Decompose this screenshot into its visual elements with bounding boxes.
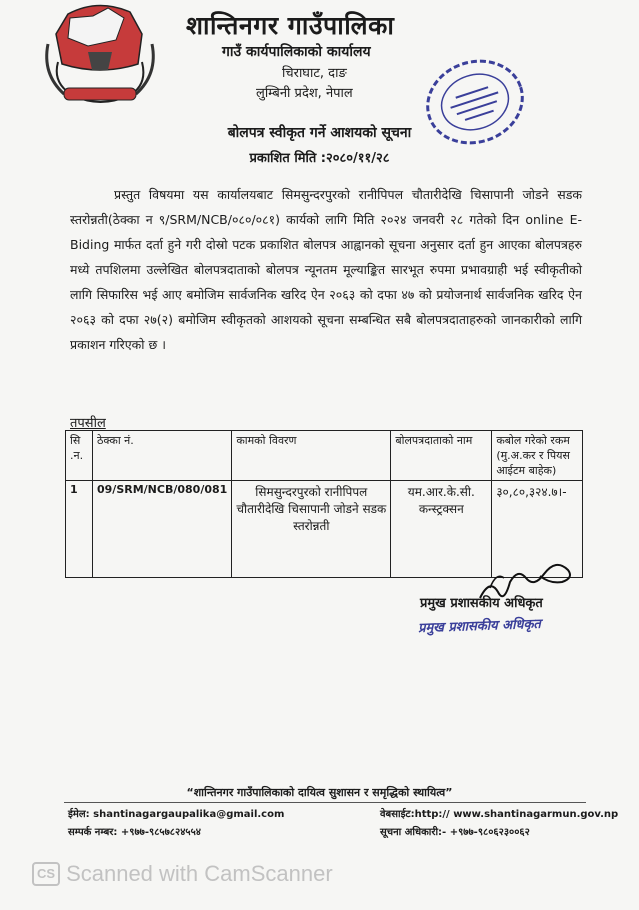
notice-subject: बोलपत्र स्वीकृत गर्ने आशयको सूचना	[227, 125, 412, 141]
cell-bid-amount: ३०,८०,३२४.७।-	[492, 481, 583, 578]
nepal-emblem-logo	[38, 4, 162, 108]
header-contract-no: ठेक्का नं.	[93, 431, 232, 481]
watermark-text: Scanned with CamScanner	[66, 861, 333, 886]
camscanner-icon: CS	[32, 862, 60, 886]
camscanner-watermark	[32, 861, 333, 887]
notice-body	[70, 182, 582, 357]
header-bid-amount: कबोल गरेको रकम (मु.अ.कर र पियस आईटम बाहेक)	[492, 431, 583, 481]
header-serial: सि .न.	[66, 431, 93, 481]
footer-info-officer: सूचना अधिकारी:- +९७७-९८०६२३००६२	[380, 827, 530, 838]
published-date: प्रकाशित मिति :२०८०/११/२८	[249, 151, 390, 166]
cell-work-description: सिमसुन्दरपुरको रानीपिपल चौतारीदेखि चिसापानी जोडने सडक स्तरोन्नती	[232, 481, 391, 578]
footer-email: ईमेल: shantinagargaupalika@gmail.com	[68, 809, 285, 820]
cell-serial: 1	[66, 481, 93, 578]
table-header-row	[66, 431, 583, 481]
footer-motto: “शान्तिनगर गाउँपालिकाको दायित्व सुशासन र समृद्धिको स्थायित्व”	[186, 786, 453, 799]
municipality-title: शान्तिनगर गाउँपालिका	[186, 11, 395, 40]
province-name: लुम्बिनी प्रदेश, नेपाल	[256, 86, 353, 101]
office-location: चिराघाट, दाङ	[282, 66, 347, 81]
office-name: गाउँ कार्यपालिकाको कार्यालय	[222, 44, 371, 60]
signatory-stamp: प्रमुख प्रशासकीय अधिकृत	[417, 616, 542, 637]
header-work-description: कामको विवरण	[232, 431, 391, 481]
footer-divider	[64, 802, 586, 803]
footer-website: वेबसाईट:http:// www.shantinagarmun.gov.np	[380, 809, 619, 820]
footer-phone: सम्पर्क नम्बर: +९७७-९८५७८२४५५४	[68, 827, 202, 838]
body-paragraph: प्रस्तुत विषयमा यस कार्यालयबाट सिमसुन्दरपुरको रानीपिपल चौतारीदेखि चिसापानी जोडने सडक स्तरोन्नती(ठेक्का न ९/SRM/NCB/०८०/०८१) कार्यको लागि मिति २०२४ जनवरी २८ गतेको दिन online E-Biding मार्फत दर्ता हुने गरी दोस्रो पटक प्रकाशित बोलपत्र आह्वानको सूचना अनुसार दर्ता हुन आएका बोलपत्रहरु मध्ये तपशिलमा उल्लेखित बोलपत्रदाताको बोलपत्र न्यूनतम मूल्याङ्कित सारभूत रुपमा प्रभावग्राही भई स्वीकृतीको लागि सिफारिस भई आए बमोजिम सार्वजनिक खरिद ऐन २०६३ को दफा ४७ को प्रयोजनार्थ सार्वजनिक खरिद ऐन २०६३ को दफा २७(२) बमोजिम स्वीकृतको आशयको सूचना सम्बन्धित सबै बोलपत्रदाताहरुको जानकारीको लागि प्रकाशन गरिएको छ ।	[70, 187, 582, 352]
table-label: तपसील	[70, 416, 106, 431]
cell-bidder-name: यम.आर.के.सी. कन्स्ट्रक्सन	[391, 481, 492, 578]
header-bidder-name: बोलपत्रदाताको नाम	[391, 431, 492, 481]
cell-contract-no: 09/SRM/NCB/080/081	[93, 481, 232, 578]
signatory-title: प्रमुख प्रशासकीय अधिकृत	[420, 596, 543, 611]
